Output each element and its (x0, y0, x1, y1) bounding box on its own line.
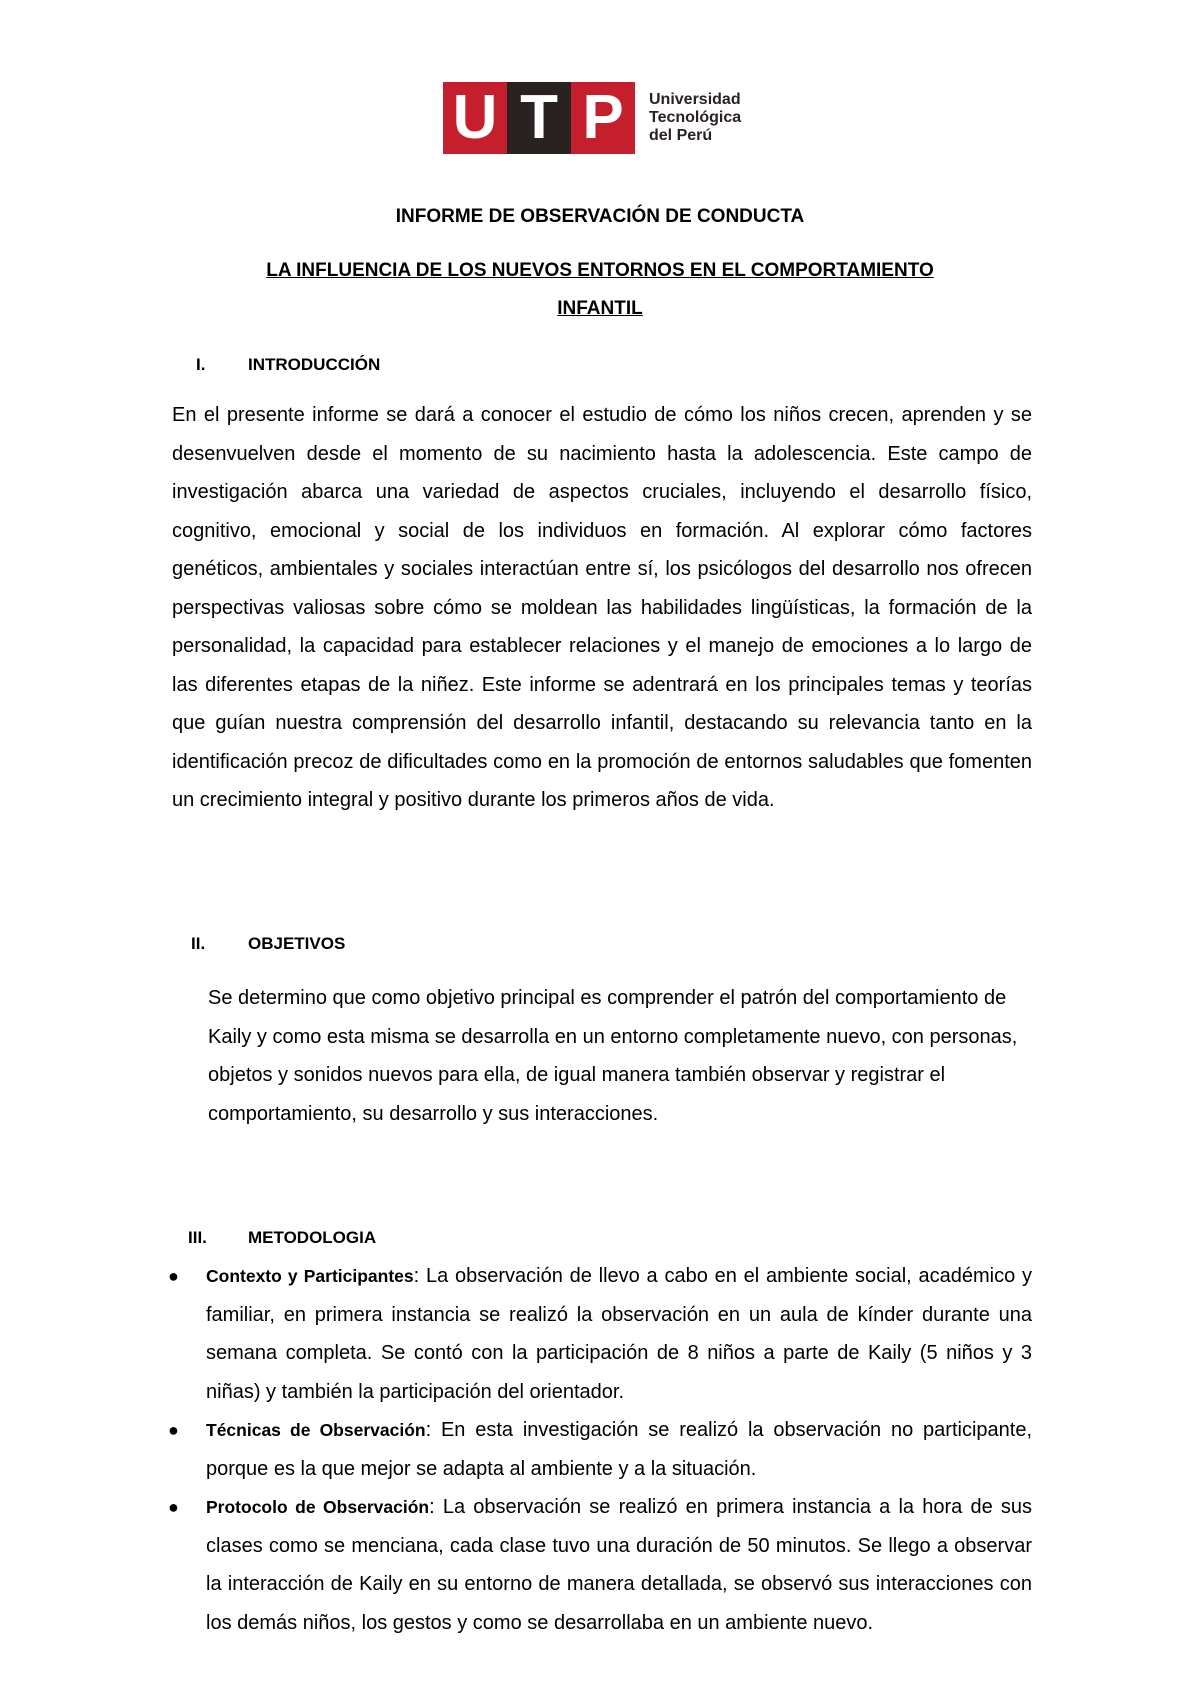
bullet-icon: ● (168, 1266, 179, 1286)
item-text: : La observación se realizó en primera instancia a la hora de sus clases como se menciana, cada clase tuvo una duración de 50 minutos. Se llego a observar la interacción de Kaily en su entorno de manera detallada, se observó sus interacciones con los demás niños, los gestos y como se desarrollaba en un ambiente nuevo. (206, 1496, 1032, 1634)
section-heading-introduccion (196, 355, 380, 375)
section-title: OBJETIVOS (248, 934, 346, 953)
document-subtitle (150, 252, 1050, 328)
item-text: : La observación de llevo a cabo en el ambiente social, académico y familiar, en primera instancia se realizó la observación en un aula de kínder durante una semana completa. Se contó con la participación de 8 niños a parte de Kaily (5 niños y 3 niñas) y también la participación del orientador. (206, 1265, 1032, 1403)
bullet-icon: ● (168, 1497, 179, 1517)
item-text: : En esta investigación se realizó la observación no participante, porque es la que mejor se adapta al ambiente y a la situación. (206, 1419, 1033, 1480)
logo-letter-t: T (507, 82, 571, 154)
section-heading-objetivos (191, 934, 345, 954)
logo-line-3: del Perú (649, 127, 713, 144)
intro-paragraph: En el presente informe se dará a conocer el estudio de cómo los niños crecen, aprenden y se desenvuelven desde el momento de su nacimiento hasta la adolescencia. Este campo de investigación abarca una variedad de aspectos cruciales, incluyendo el desarrollo físico, cognitivo, emocional y social de los individuos en formación. Al explorar cómo factores genéticos, ambientales y sociales interactúan entre sí, los psicólogos del desarrollo nos ofrecen perspectivas valiosas sobre cómo se moldean las habilidades lingüísticas, la formación de la personalidad, la capacidad para establecer relaciones y el manejo de emociones a lo largo de las diferentes etapas de la niñez. Este informe se adentrará en los principales temas y teorías que guían nuestra comprensión del desarrollo infantil, destacando su relevancia tanto en la identificación precoz de dificultades como en la promoción de entornos saludables que fomenten un crecimiento integral y positivo durante los primeros años de vida. (172, 404, 1032, 811)
logo-letter-u: U (443, 82, 507, 154)
list-item (168, 1257, 1032, 1411)
section-title: INTRODUCCIÓN (248, 355, 381, 374)
section-heading-metodologia (188, 1228, 376, 1248)
subtitle-line-1: LA INFLUENCIA DE LOS NUEVOS ENTORNOS EN EL COMPORTAMIENTO (266, 260, 934, 281)
bullet-icon: ● (168, 1420, 179, 1440)
methodology-list (168, 1257, 1033, 1642)
item-label: Protocolo de Observación (206, 1497, 430, 1517)
section-number: I. (196, 355, 206, 374)
document-title: INFORME DE OBSERVACIÓN DE CONDUCTA (395, 206, 805, 227)
section-title: METODOLOGIA (248, 1228, 377, 1247)
subtitle-line-2: INFANTIL (557, 298, 643, 319)
logo-line-1: Universidad (649, 91, 741, 108)
section-number: III. (188, 1228, 207, 1247)
logo-line-2: Tecnológica (649, 109, 742, 126)
section-number: II. (191, 934, 206, 953)
item-label: Contexto y Participantes (206, 1266, 414, 1286)
logo-letter-p: P (571, 82, 635, 154)
logo-university-name (649, 91, 741, 145)
list-item (168, 1411, 1033, 1488)
list-item (168, 1488, 1032, 1642)
utp-logo (443, 82, 741, 154)
objectives-paragraph: Se determino que como objetivo principal es comprender el patrón del comportamiento de Kaily y como esta misma se desarrolla en un entorno completamente nuevo, con personas, objetos y sonidos nuevos para ella, de igual manera también observar y registrar el comportamiento, su desarrollo y sus interacciones. (208, 987, 1018, 1125)
item-label: Técnicas de Observación (206, 1420, 426, 1440)
